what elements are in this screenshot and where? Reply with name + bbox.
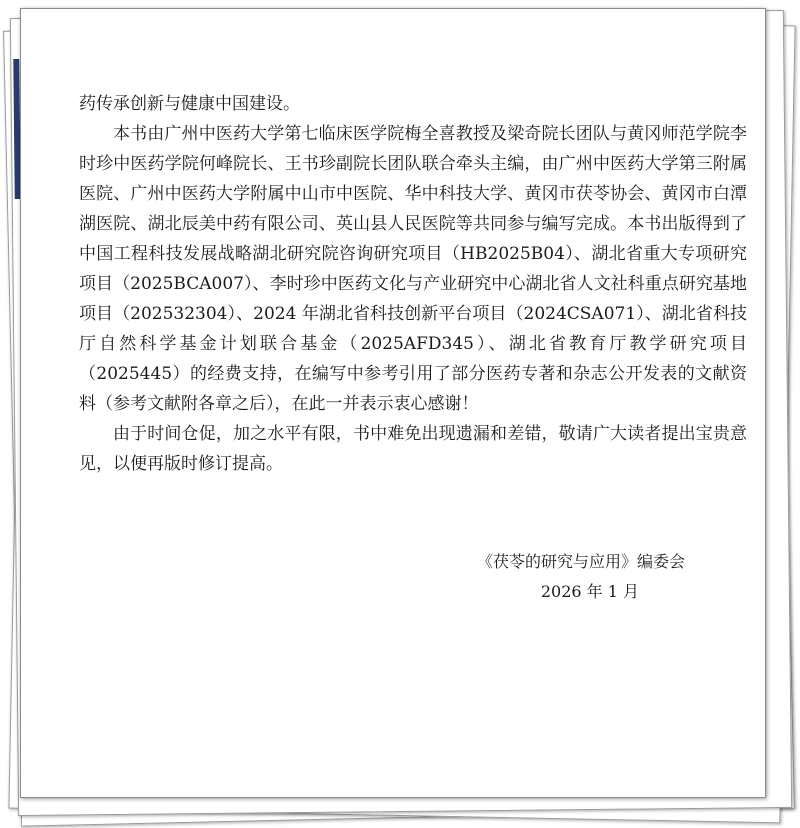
editorial-committee: 《茯苓的研究与应用》编委会 <box>476 552 685 571</box>
signature-date: 2026 年 1 月 <box>540 582 639 601</box>
document-body <box>79 89 747 601</box>
paragraph-apology: 由于时间仓促，加之水平有限，书中难免出现遗漏和差错，敬请广大读者提出宝贵意见，以便再版时修订提高。 <box>79 424 747 474</box>
document-page <box>20 8 766 798</box>
paragraph-continuation: 药传承创新与健康中国建设。 <box>79 94 300 114</box>
signature-block <box>79 547 747 607</box>
paragraph-acknowledgement: 本书由广州中医药大学第七临床医学院梅全喜教授及梁奇院长团队与黄冈师范学院李时珍中医药学院何峰院长、王书珍副院长团队联合牵头主编，由广州中医药大学第三附属医院、广州中医药大学附属中山市中医院、华中科技大学、黄冈市茯苓协会、黄冈市白潭湖医院、湖北辰美中药有限公司、英山县人民医院等共同参与编写完成。本书出版得到了中国工程科技发展战略湖北研究院咨询研究项目（HB2025B04）、湖北省重大专项研究项目（2025BCA007）、李时珍中医药文化与产业研究中心湖北省人文社科重点研究基地项目（202532304）、2024 年湖北省科技创新平台项目（2024CSA071）、湖北省科技厅自然科学基金计划联合基金（2025AFD345）、湖北省教育厅教学研究项目（2025445）的经费支持，在编写中参考引用了部分医药专著和杂志公开发表的文献资料（参考文献附各章之后），在此一并表示衷心感谢！ <box>79 124 747 414</box>
